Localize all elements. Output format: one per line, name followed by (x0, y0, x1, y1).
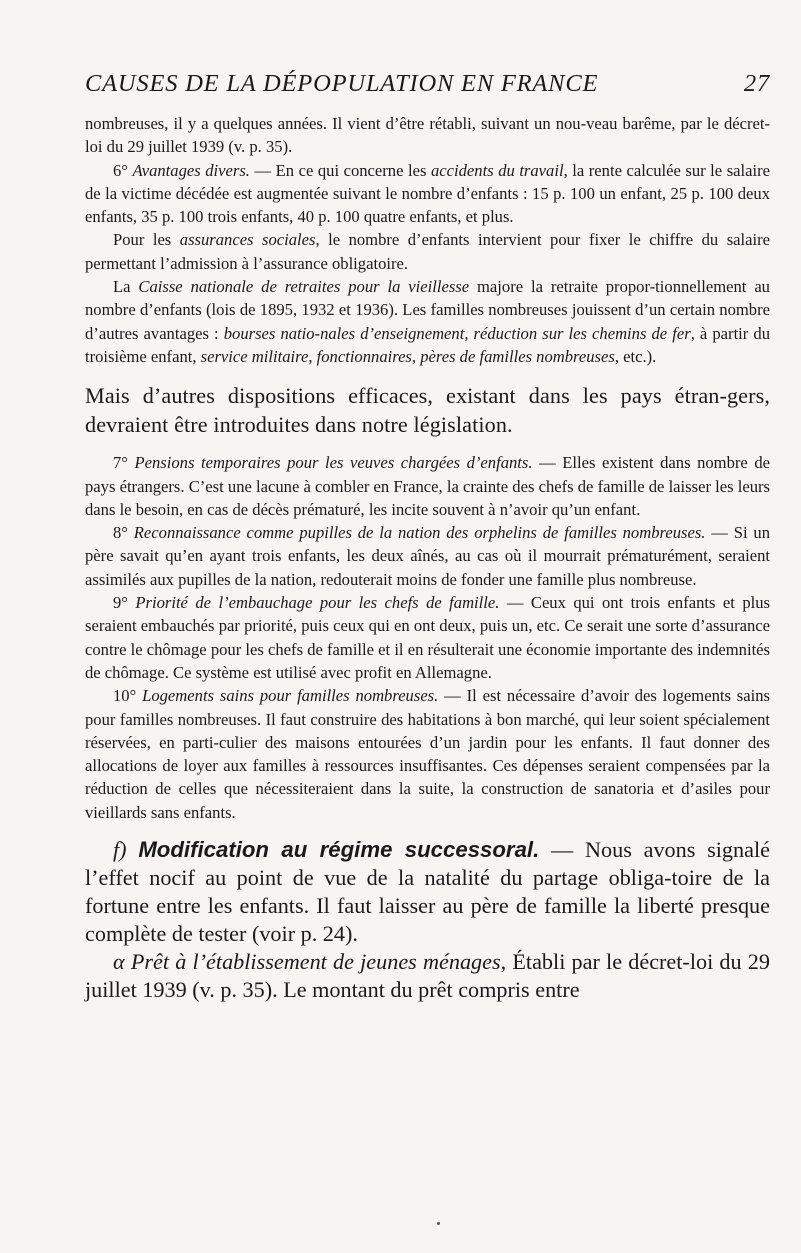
item-heading: Avantages divers. (132, 160, 250, 180)
paragraph-caisse (85, 275, 770, 368)
text-run: — Elles existent dans nombre de pays étrangers. C’est une lacune à combler en France, la crainte des chefs de famille de laisser les leurs dans le besoin, en cas de décès prématuré, les incite souvent à n’avoir qu’un enfant. (85, 453, 770, 519)
item-heading: Reconnaissance comme pupilles de la nation des orphelins de familles nombreuses. (133, 523, 706, 543)
item-heading: Logements sains pour familles nombreuses. (142, 686, 439, 706)
page-body (85, 112, 770, 1004)
section-letter: f) (113, 837, 139, 863)
italic-run: pères de familles nombreuses (420, 346, 615, 366)
section-letter: α (113, 949, 131, 975)
text-run: — Si un père savait qu’en ayant trois enfants, les deux aînés, au cas où il mourrait prématurément, seraient assimilés aux pupilles de la nation, redouterait moins de fonder une famille plus nombreuse. (85, 523, 770, 589)
text-run: , Établi par le décret-loi du 29 juillet 1939 (v. p. 35). Le montant du prêt compris entre (85, 949, 770, 1003)
running-title: CAUSES DE LA DÉPOPULATION EN FRANCE (85, 70, 599, 97)
paragraph-6-avantages (85, 159, 770, 229)
item-heading: Priorité de l’embauchage pour les chefs de famille. (135, 593, 500, 613)
italic-run: accidents du travail (430, 160, 564, 180)
italic-run: assurances sociales (179, 230, 316, 250)
item-number: 9° (113, 593, 136, 613)
item-number: 10° (113, 686, 143, 706)
paragraph-assurances (85, 228, 770, 275)
section-heading: Modification au régime successoral. (138, 837, 540, 863)
text-run: — Nous avons signalé l’effet nocif au point de vue de la natalité du partage obliga-toire de la fortune entre les enfants. Il faut laisser au père de famille la liberté presque complète de tester (voir p. 24). (85, 837, 770, 947)
paragraph-9-priorite (85, 591, 770, 684)
text-run: Pour les (113, 230, 180, 250)
text-run: — Ceux qui ont trois enfants et plus seraient embauchés par priorité, puis ceux qui en ont deux, puis un, etc. Ce serait une sorte d’assurance contre le chômage pour les chefs de famille et il en résulterait une économie importante des indemnités de chômage. Ce système est utilisé avec profit en Allemagne. (85, 593, 770, 682)
item-number: 6° (113, 160, 133, 180)
text-run: , (411, 346, 421, 366)
item-number: 7° (113, 453, 135, 473)
italic-run: Caisse nationale de retraites pour la vieillesse (138, 277, 470, 297)
text-run: La (113, 277, 139, 297)
text-run: , le nombre d’enfants intervient pour fixer le chiffre du salaire permettant l’admission à l’assurance obligatoire. (85, 230, 771, 273)
text-run: majore la retraite propor-tionnellement au nombre d’enfants (lois de 1895, 1932 et 1936). Les familles nombreuses jouissent d’un certain nombre d’autres avantages : (85, 277, 770, 343)
italic-run: bourses natio-nales d’enseignement, réduction sur les chemins de fer (223, 323, 691, 343)
text-run: , à partir du troisième enfant, (85, 323, 770, 366)
running-header (85, 70, 770, 104)
text-run: , (308, 346, 317, 366)
page-number: 27 (743, 70, 770, 97)
page-speck (437, 1222, 440, 1225)
section-heading: Prêt à l’établissement de jeunes ménages (130, 949, 501, 975)
paragraph-f-modification (85, 836, 770, 948)
text-run: , etc.). (614, 346, 657, 366)
item-number: 8° (113, 523, 134, 543)
item-heading: Pensions temporaires pour les veuves chargées d’enfants. (134, 453, 533, 473)
text-run: , la rente calculée sur le salaire de la victime décédée est augmentée suivant le nombre d’enfants : 15 p. 100 un enfant, 25 p. 100 deux enfants, 35 p. 100 trois enfants, 40 p. 100 quatre enfants, et plus. (85, 160, 770, 227)
paragraph-7-pensions (85, 451, 770, 521)
italic-run: service militaire (200, 346, 309, 366)
paragraph-dispositions: Mais d’autres dispositions efficaces, existant dans les pays étran-gers, devraient être introduites dans notre législation. (85, 383, 770, 437)
paragraph-alpha-pret (85, 948, 770, 1004)
italic-run: fonctionnaires (316, 346, 412, 366)
text-run: — Il est nécessaire d’avoir des logements sains pour familles nombreuses. Il faut construire des habitations à bon marché, qui leur soient spécialement réservées, en parti-culier des maisons entourées d’un jardin pour les enfants. Il faut donner des allocations de loyer aux familles à ressources insuffisantes. Ces dépenses seraient compensées par la réduction de celles que nécessiteraient dans la suite, la construction de sanatoria et d’asiles pour vieillards sans enfants. (85, 686, 770, 822)
paragraph-8-reconnaissance (85, 521, 770, 591)
paragraph-1: nombreuses, il y a quelques années. Il vient d’être rétabli, suivant un nou-veau barême, par le décret-loi du 29 juillet 1939 (v. p. 35). (85, 114, 770, 157)
text-run: — En ce qui concerne les (249, 160, 431, 180)
paragraph-10-logements (85, 684, 770, 824)
